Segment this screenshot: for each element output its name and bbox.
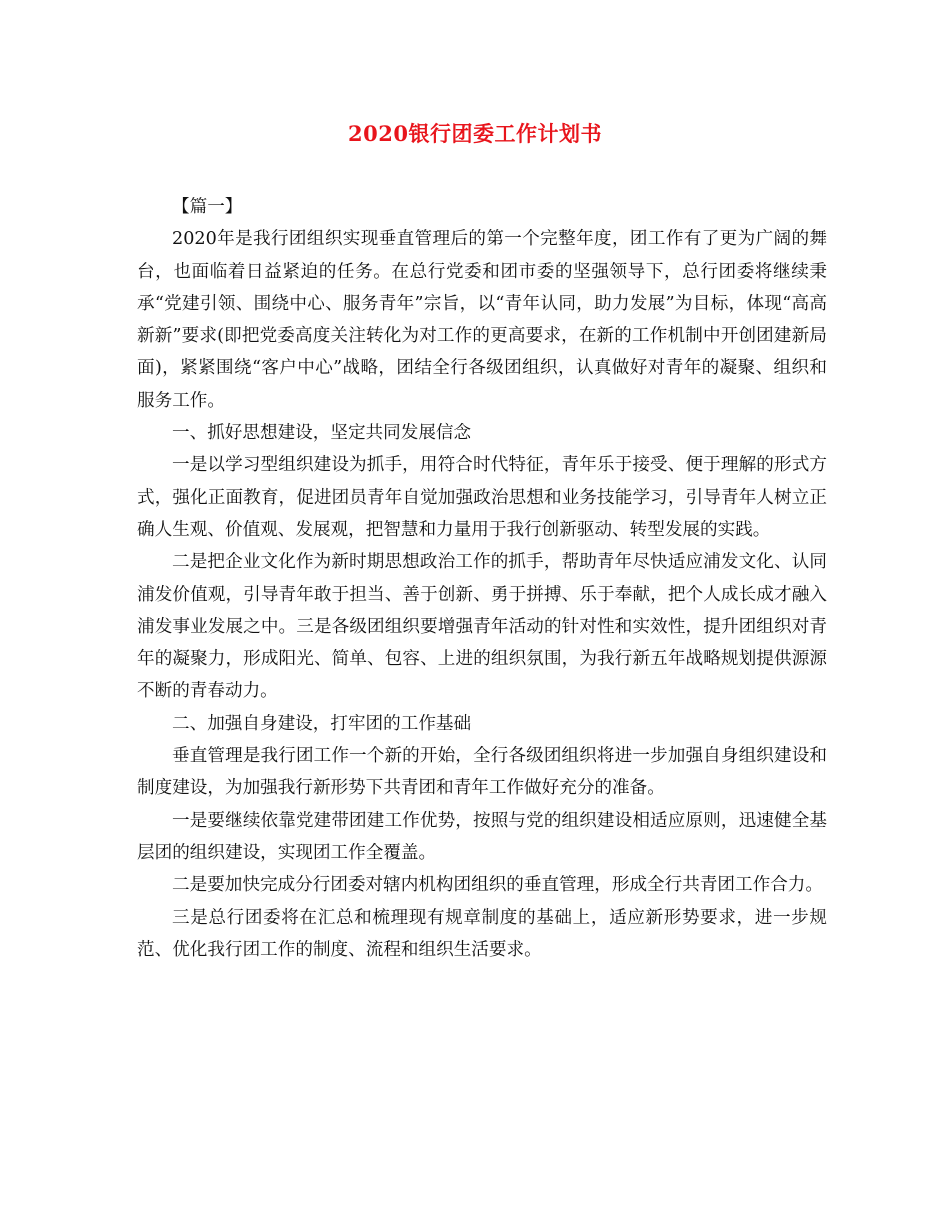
- document-title: 2020银行团委工作计划书: [348, 121, 602, 146]
- paragraph: 三是总行团委将在汇总和梳理现有规章制度的基础上，适应新形势要求，进一步规范、优化我行团工作的制度、流程和组织生活要求。: [137, 907, 827, 960]
- section-heading: 二、加强自身建设，打牢团的工作基础: [172, 713, 472, 734]
- document-body: [137, 191, 827, 966]
- paragraph: 一是以学习型组织建设为抓手，用符合时代特征，青年乐于接受、便于理解的形式方式，强化正面教育，促进团员青年自觉加强政治思想和业务技能学习，引导青年人树立正确人生观、价值观、发展观，把智慧和力量用于我行创新驱动、转型发展的实践。: [137, 455, 827, 540]
- section-heading: 一、抓好思想建设，坚定共同发展信念: [172, 423, 472, 444]
- paragraph: 2020年是我行团组织实现垂直管理后的第一个完整年度，团工作有了更为广阔的舞台，也面临着日益紧迫的任务。在总行党委和团市委的坚强领导下，总行团委将继续秉承“党建引领、围绕中心、服务青年”宗旨，以“青年认同，助力发展”为目标，体现“高高新新”要求(即把党委高度关注转化为对工作的更高要求，在新的工作机制中开创团建新局面)，紧紧围绕“客户中心”战略，团结全行各级团组织，认真做好对青年的凝聚、组织和服务工作。: [137, 229, 827, 411]
- paragraph: 垂直管理是我行团工作一个新的开始，全行各级团组织将进一步加强自身组织建设和制度建设，为加强我行新形势下共青团和青年工作做好充分的准备。: [137, 746, 827, 799]
- section-tag: 【篇一】: [172, 197, 243, 217]
- paragraph: 一是要继续依靠党建带团建工作优势，按照与党的组织建设相适应原则，迅速健全基层团的组织建设，实现团工作全覆盖。: [137, 810, 827, 863]
- paragraph: 二是要加快完成分行团委对辖内机构团组织的垂直管理，形成全行共青团工作合力。: [172, 875, 823, 896]
- paragraph: 二是把企业文化作为新时期思想政治工作的抓手，帮助青年尽快适应浦发文化、认同浦发价值观，引导青年敢于担当、善于创新、勇于拼搏、乐于奉献，把个人成长成才融入浦发事业发展之中。三是各级团组织要增强青年活动的针对性和实效性，提升团组织对青年的凝聚力，形成阳光、简单、包容、上进的组织氛围，为我行新五年战略规划提供源源不断的青春动力。: [137, 552, 827, 702]
